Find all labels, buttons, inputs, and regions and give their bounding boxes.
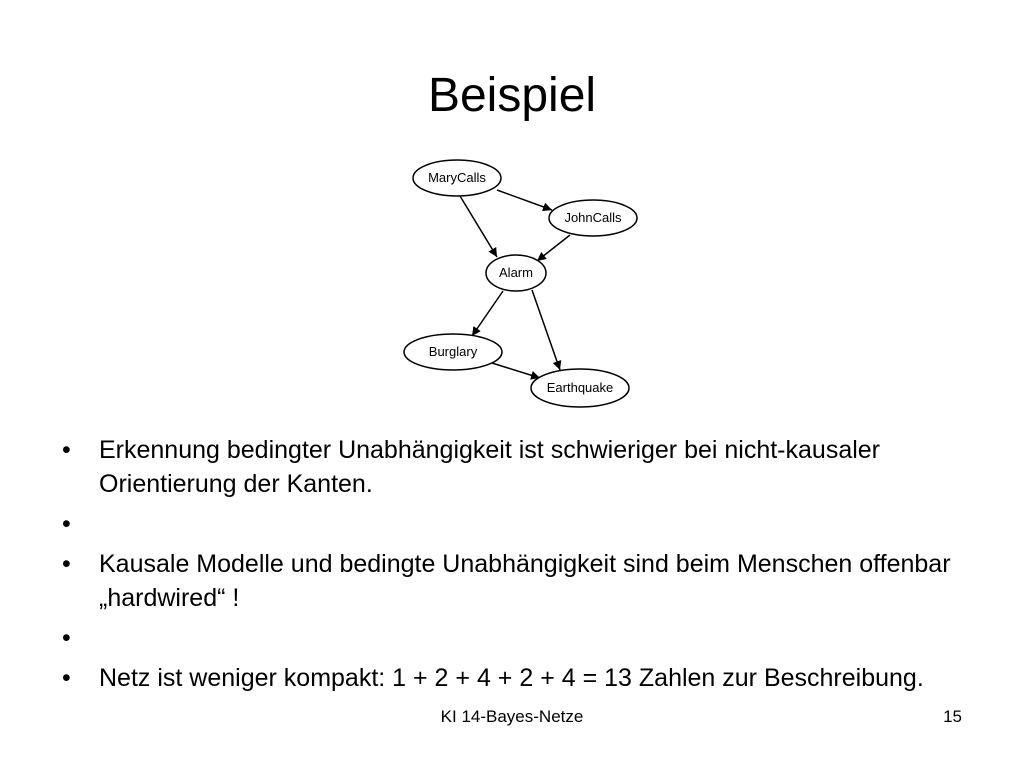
bullet-item (62, 661, 982, 695)
slide-number: 15 (943, 707, 962, 726)
bullet-marker: • (62, 624, 71, 652)
bullet-item-empty (62, 507, 982, 541)
node-label-burglary: Burglary (428, 344, 478, 359)
bullet-text: Kausale Modelle und bedingte Unabhängigkeit sind beim Menschen offenbar „hardwired“ ! (99, 550, 951, 612)
bullet-item (62, 433, 982, 501)
bullet-marker: • (62, 664, 71, 692)
footer-title: KI 14-Bayes-Netze (440, 707, 584, 726)
bullet-marker: • (62, 550, 71, 578)
bullet-text: Netz ist weniger kompakt: 1 + 2 + 4 + 2 + 4 = 13 Zahlen zur Beschreibung. (99, 664, 924, 692)
node-label-alarm: Alarm (499, 265, 533, 280)
node-label-earthquake: Earthquake (546, 380, 614, 395)
node-earthquake (531, 369, 629, 407)
edge-marycalls-johncalls (497, 190, 552, 210)
node-label-johncalls: JohnCalls (564, 210, 622, 225)
edge-burglary-earthquake (492, 363, 540, 378)
node-alarm (486, 255, 546, 291)
edge-alarm-earthquake (532, 290, 560, 370)
bullet-text: Erkennung bedingter Unabhängigkeit ist schwieriger bei nicht-kausaler Orientierung der Kanten. (99, 436, 881, 498)
slide-title: Beispiel (427, 69, 597, 122)
bullet-marker: • (62, 436, 71, 464)
bullet-item-empty (62, 621, 982, 655)
node-marycalls (413, 160, 501, 196)
bullet-list (62, 433, 982, 701)
edge-johncalls-alarm (537, 235, 570, 261)
node-johncalls (549, 200, 637, 236)
edge-alarm-burglary (472, 291, 503, 336)
edge-marycalls-alarm (460, 196, 497, 257)
bullet-item (62, 547, 982, 615)
node-label-marycalls: MaryCalls (428, 170, 486, 185)
node-burglary (404, 334, 502, 370)
bullet-marker: • (62, 510, 71, 538)
